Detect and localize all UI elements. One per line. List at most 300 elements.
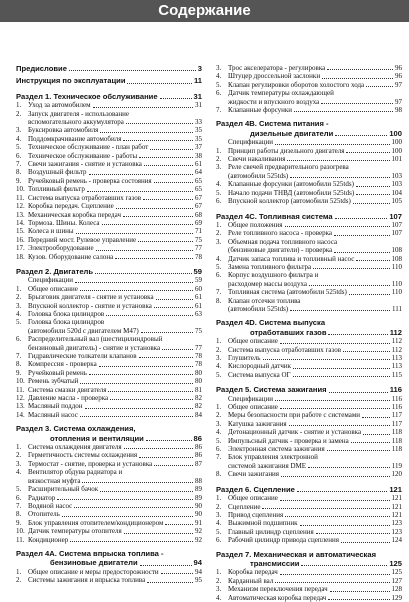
dot-leader	[287, 160, 389, 161]
entry-number: 1.	[216, 220, 222, 229]
entry-title: Отопитель	[28, 510, 60, 519]
entry-page: 69	[195, 218, 202, 227]
toc-entry	[16, 135, 202, 143]
entry-title: Клапанные форсунки	[228, 106, 293, 115]
entry-title: Ручейковый ремень - проверка состояния	[28, 176, 152, 185]
dot-leader	[100, 491, 193, 492]
dot-leader	[309, 285, 390, 286]
toc-entry	[16, 293, 202, 301]
entry-title: Глушитель	[228, 354, 261, 362]
dot-leader	[290, 310, 390, 311]
entry-page: 86	[195, 443, 202, 452]
entry-title: Коробка передач	[228, 568, 278, 577]
entry-page: 118	[391, 445, 402, 454]
entry-title: бензиновый двигатель) - снятие и установка	[28, 343, 161, 352]
entry-page: 82	[195, 402, 202, 411]
toc-entry	[16, 110, 202, 118]
dot-leader	[294, 111, 393, 112]
dot-leader	[165, 524, 193, 525]
dot-leader	[139, 357, 193, 358]
dot-leader	[74, 507, 193, 508]
toc-entry	[216, 189, 402, 197]
toc-entry	[216, 64, 402, 72]
entry-page: 108	[391, 246, 402, 255]
dot-leader	[102, 224, 193, 225]
toc-entry	[16, 168, 202, 176]
section-title-line2-text: отопления и вентиляции	[50, 433, 144, 443]
entry-title: Спецификации	[228, 138, 273, 147]
toc-entry	[16, 536, 202, 544]
entry-title: Блок управления электронной	[228, 453, 318, 462]
dot-leader	[285, 516, 389, 517]
entry-number: 3.	[216, 354, 222, 362]
toc-entry	[216, 503, 402, 511]
dot-leader	[87, 191, 193, 192]
entry-number: 5.	[16, 485, 22, 494]
entry-number: 4.	[216, 362, 222, 371]
intro-entry	[16, 64, 202, 73]
section-page: 100	[389, 128, 402, 138]
entry-page: 63	[195, 309, 202, 318]
entry-number: 9.	[16, 176, 22, 185]
entry-number: 11.	[16, 535, 25, 544]
entry-page: 129	[391, 593, 402, 602]
entry-page: 121	[391, 510, 402, 519]
toc-entry	[216, 197, 402, 205]
entry-page: 87	[195, 459, 202, 468]
dot-leader	[328, 334, 387, 335]
entry-number: 12.	[16, 394, 25, 403]
dot-leader	[280, 500, 390, 501]
entry-title: Системы зажигания и впрыска топлива	[28, 576, 146, 585]
dot-leader	[334, 252, 389, 253]
dot-leader	[341, 542, 390, 543]
dot-leader	[356, 186, 390, 187]
toc-entry	[16, 302, 202, 310]
entry-title: Электронная система зажигания	[228, 445, 325, 454]
toc-entry	[16, 451, 202, 459]
toc-entry	[16, 394, 202, 402]
entry-page: 80	[195, 377, 202, 386]
toc-entry	[216, 519, 402, 527]
dot-leader	[80, 416, 193, 417]
entry-title: Водяной насос	[28, 501, 73, 510]
toc-entry	[216, 138, 402, 146]
toc-entry	[16, 494, 202, 502]
toc-entry	[216, 420, 402, 428]
entry-number: 4.	[216, 180, 222, 189]
intro-page: 3	[197, 64, 202, 73]
entry-title: Термостат - снятие, проверка и установка	[28, 459, 153, 468]
section-title-line1: Раздел 3. Система охлаждения,	[16, 424, 136, 434]
entry-page: 100	[391, 146, 402, 155]
entry-title: Радиатор	[28, 493, 56, 502]
entry-number: 15.	[16, 227, 25, 236]
section-page: 125	[389, 558, 402, 568]
entry-title: Брызговик двигателя - снятие и установка	[28, 293, 154, 302]
entry-page: 111	[392, 304, 402, 313]
entry-page: 110	[391, 288, 402, 297]
toc-entry	[216, 411, 402, 419]
entry-number: 4.	[216, 72, 222, 81]
dot-leader	[124, 448, 193, 449]
entry-page: 121	[391, 494, 402, 503]
dot-leader	[139, 157, 193, 158]
entry-number: 9.	[16, 518, 22, 527]
entry-page: 88	[195, 476, 202, 485]
toc-entry	[216, 371, 402, 379]
entry-page: 38	[195, 151, 202, 160]
dot-leader	[334, 235, 390, 236]
dot-leader	[156, 299, 193, 300]
section-page: 112	[389, 327, 402, 337]
section-heading	[216, 212, 402, 221]
entry-title: Гидравлические толкатели клапанов	[28, 352, 137, 360]
section-page: 94	[193, 558, 202, 568]
toc-entry	[216, 453, 402, 461]
entry-title: Общее описание и меры предосторожности	[28, 567, 159, 576]
entry-page: 101	[391, 155, 402, 164]
entry-title: Поддомкрачивание автомобиля	[28, 134, 122, 143]
entry-page: 97	[395, 97, 402, 106]
entry-page: 115	[391, 370, 402, 379]
entry-page: 90	[195, 501, 202, 510]
entry-page: 61	[195, 160, 202, 169]
entry-number: 8.	[16, 168, 22, 177]
dot-leader	[124, 533, 193, 534]
entry-number: 2.	[216, 502, 222, 511]
entry-title: жидкости и впускного воздуха	[228, 97, 320, 106]
dot-leader	[330, 591, 390, 592]
entry-page: 77	[195, 244, 202, 253]
entry-number: 11.	[16, 385, 25, 394]
entry-number: 5.	[216, 527, 222, 536]
entry-title: Датчик запаса топлива и топливный насос	[228, 254, 355, 263]
entry-page: 78	[195, 360, 202, 369]
entry-page: 77	[195, 343, 202, 352]
entry-number: 17.	[16, 244, 25, 253]
dot-leader	[327, 69, 393, 70]
entry-number: 6.	[16, 151, 22, 160]
entry-title: Электрооборудование	[28, 244, 94, 253]
entry-title: системой зажигания DME	[228, 461, 307, 470]
entry-title: Ремень зубчатый	[28, 377, 79, 386]
section-title-line1: Раздел 7. Механическая и автоматическая	[216, 549, 377, 559]
dot-leader	[143, 199, 193, 200]
toc-entry	[16, 194, 202, 202]
toc-entry	[216, 255, 402, 263]
toc-entry	[16, 101, 202, 109]
entry-title: Реле свечей предварительного разогрева	[228, 163, 349, 172]
entry-title: (бензиновые двигатели) - проверка	[228, 246, 333, 255]
dot-leader	[116, 208, 193, 209]
toc-entry	[16, 344, 202, 352]
dot-leader	[139, 457, 193, 458]
entry-title: Воздушный фильтр	[28, 168, 87, 177]
entry-page: 104	[391, 188, 402, 197]
dot-leader	[351, 442, 390, 443]
toc-entry	[216, 288, 402, 296]
entry-page: 65	[195, 176, 202, 185]
dot-leader	[285, 226, 390, 227]
entry-title: Блок управления отопителем/кондиционером	[28, 518, 164, 527]
section-page: 59	[193, 266, 202, 276]
dot-leader	[80, 383, 193, 384]
dot-leader	[281, 476, 389, 477]
entry-page: 37	[195, 143, 202, 152]
entry-number: 3.	[16, 301, 22, 310]
toc-entry	[216, 263, 402, 271]
entry-number: 3.	[216, 237, 222, 246]
dot-leader	[76, 233, 193, 234]
entry-title: Выжимной подшипник	[228, 519, 298, 528]
dot-leader	[280, 343, 390, 344]
entry-page: 105	[391, 197, 402, 206]
entry-page: 123	[391, 519, 402, 528]
entry-title: Трос акселератора - регулировка	[228, 64, 326, 72]
toc-entry	[16, 519, 202, 527]
entry-number: 3.	[16, 459, 22, 468]
section-heading	[16, 549, 202, 568]
toc-entry	[216, 89, 402, 97]
section-page: 107	[389, 211, 402, 221]
entry-number: 18.	[16, 252, 25, 261]
section-title-line2	[216, 328, 402, 337]
dot-leader	[275, 144, 390, 145]
toc-entry	[216, 147, 402, 155]
entry-page: 86	[195, 451, 202, 460]
section-heading	[216, 119, 402, 138]
toc-entry	[16, 477, 202, 485]
entry-page: 96	[395, 72, 402, 81]
dot-leader	[263, 359, 390, 360]
entry-title: Механическая коробка передач	[28, 210, 121, 219]
toc-entry	[216, 494, 402, 502]
entry-title: Клапан отсечки топлива	[228, 296, 301, 305]
dot-leader	[141, 332, 193, 333]
entry-page: 96	[395, 64, 402, 72]
dot-leader	[329, 392, 388, 393]
toc-entry	[216, 362, 402, 370]
toc-entry	[216, 337, 402, 345]
entry-title: Уход за автомобилем	[28, 101, 91, 110]
entry-number: 1.	[16, 101, 22, 110]
toc-entry	[216, 297, 402, 305]
toc-entry	[216, 238, 402, 246]
toc-entry	[16, 502, 202, 510]
dot-leader	[147, 582, 193, 583]
dot-leader	[366, 86, 393, 87]
entry-page: 68	[195, 210, 202, 219]
dot-leader	[349, 294, 390, 295]
entry-number: 4.	[216, 254, 222, 263]
dot-leader	[127, 83, 191, 84]
toc-entry	[216, 280, 402, 288]
entry-page: 117	[391, 419, 402, 428]
dot-leader	[275, 582, 389, 583]
entry-number: 2.	[216, 155, 222, 164]
toc-entry	[16, 211, 202, 219]
entry-number: 5.	[216, 262, 222, 271]
toc-entry	[16, 118, 202, 126]
entry-title: Техническое обслуживание - работы	[28, 151, 138, 160]
entry-number: 8.	[16, 360, 22, 369]
toc-entry	[16, 335, 202, 343]
entry-page: 35	[195, 126, 202, 135]
dot-leader	[346, 152, 389, 153]
toc-entry	[216, 594, 402, 602]
toc-entry	[16, 568, 202, 576]
entry-title: Сцепление	[228, 502, 261, 511]
entry-title: Клапанные форсунки (автомобили 525tds)	[228, 180, 354, 189]
entry-title: Герметичность системы охлаждения	[28, 451, 138, 460]
dot-leader	[335, 218, 388, 219]
section-page: 31	[193, 91, 202, 101]
dot-leader	[100, 132, 193, 133]
dot-leader	[57, 499, 193, 500]
toc-entry	[216, 354, 402, 362]
toc-entry	[16, 227, 202, 235]
toc-entry	[216, 445, 402, 453]
toc-entry	[16, 202, 202, 210]
section-title-line2	[16, 558, 202, 567]
toc-entry	[16, 485, 202, 493]
entry-number: 1.	[16, 284, 22, 293]
toc-entry	[16, 360, 202, 368]
entry-title: Катушка зажигания	[228, 419, 287, 428]
entry-page: 89	[195, 493, 202, 502]
entry-page: 100	[391, 138, 402, 147]
dot-leader	[343, 351, 390, 352]
entry-title: расходомер массы воздуха	[228, 279, 307, 288]
entry-number: 4.	[16, 134, 22, 143]
entry-page: 118	[391, 436, 402, 445]
entry-number: 3.	[216, 163, 222, 172]
entry-title: Общее описание	[228, 403, 278, 412]
entry-number: 4.	[216, 428, 222, 437]
entry-title: Принцип работы дизельного двигателя	[228, 146, 345, 155]
entry-number: 10.	[16, 377, 25, 386]
entry-number: 2.	[16, 293, 22, 302]
dot-leader	[99, 366, 193, 367]
dot-leader	[150, 149, 193, 150]
entry-page: 116	[391, 403, 402, 412]
dot-leader	[154, 182, 193, 183]
entry-title: Запуск двигателя - использование	[28, 109, 129, 118]
entry-page: 113	[391, 354, 402, 362]
entry-number: 6.	[216, 197, 222, 206]
entry-title: Датчик температуры отопителя	[28, 527, 122, 536]
entry-number: 13.	[16, 210, 25, 219]
entry-page: 67	[195, 193, 202, 202]
entry-title: Топливный фильтр	[28, 185, 85, 194]
section-title: Раздел 1. Техническое обслуживание	[16, 91, 158, 101]
entry-title: вспомогательного аккумулятора	[28, 118, 124, 127]
dot-leader	[146, 440, 192, 441]
entry-number: 10.	[16, 527, 25, 536]
entry-number: 2.	[216, 345, 222, 354]
entry-page: 75	[195, 326, 202, 335]
dot-leader	[300, 525, 390, 526]
section-title-line1: Раздел 4D. Система выпуска	[216, 318, 326, 328]
dot-leader	[69, 70, 196, 71]
entry-page: 90	[195, 510, 202, 519]
entry-page: 118	[391, 428, 402, 437]
toc-entry	[216, 395, 402, 403]
toc-entry	[16, 468, 202, 476]
toc-entry	[216, 172, 402, 180]
toc-entry	[16, 527, 202, 535]
entry-title: Механизм переключения передач	[228, 585, 328, 594]
intro-page: 11	[193, 76, 202, 86]
intro-title: Инструкция по эксплуатации	[16, 76, 126, 86]
entry-page: 92	[195, 535, 202, 544]
dot-leader	[93, 107, 193, 108]
entry-number: 1.	[16, 443, 22, 452]
toc-entry	[216, 271, 402, 279]
entry-title: Привод сцепления	[228, 510, 284, 519]
section-title-line2	[16, 434, 202, 443]
toc-entry	[216, 106, 402, 114]
dot-leader	[154, 307, 193, 308]
entry-page: 82	[195, 394, 202, 403]
toc-entry	[16, 185, 202, 193]
entry-number: 6.	[16, 493, 22, 502]
entry-number: 8.	[16, 510, 22, 519]
toc-entry	[216, 246, 402, 254]
entry-page: 31	[195, 101, 202, 110]
section-title-line2-text: отработавших газов	[250, 327, 327, 337]
entry-page: 110	[391, 262, 402, 271]
dot-leader	[335, 135, 387, 136]
entry-title: Вентилятор обдува радиатора и	[28, 468, 123, 477]
dot-leader	[353, 203, 390, 204]
entry-page: 59	[195, 276, 202, 285]
dot-leader	[96, 250, 193, 251]
toc-entry	[16, 310, 202, 318]
toc-entry	[216, 346, 402, 354]
toc-entry	[216, 528, 402, 536]
entry-page: 78	[195, 252, 202, 261]
entry-title: Давление масла - проверка	[28, 394, 109, 403]
toc-entry	[216, 163, 402, 171]
dot-leader	[293, 368, 390, 369]
entry-number: 7.	[216, 453, 222, 462]
toc-entry	[16, 143, 202, 151]
left-column	[16, 64, 202, 585]
dot-leader	[327, 450, 390, 451]
section-page: 121	[389, 484, 402, 494]
section-heading	[216, 485, 402, 494]
dot-leader	[110, 399, 193, 400]
dot-leader	[82, 482, 193, 483]
entry-number: 7.	[16, 160, 22, 169]
entry-page: 113	[391, 362, 402, 371]
entry-title: Кислородный датчик	[228, 362, 292, 371]
entry-number: 6.	[216, 445, 222, 454]
dot-leader	[108, 391, 193, 392]
entry-page: 60	[195, 284, 202, 293]
entry-title: Компрессия - проверка	[28, 360, 97, 369]
toc-entry	[216, 511, 402, 519]
entry-title: Автоматическая коробка передач	[228, 593, 327, 602]
right-column	[216, 64, 402, 602]
entry-title: Техническое обслуживание - план работ	[28, 143, 149, 152]
toc-entry	[16, 369, 202, 377]
entry-number: 3.	[16, 126, 22, 135]
toc-entry	[16, 276, 202, 284]
toc-entry	[216, 437, 402, 445]
